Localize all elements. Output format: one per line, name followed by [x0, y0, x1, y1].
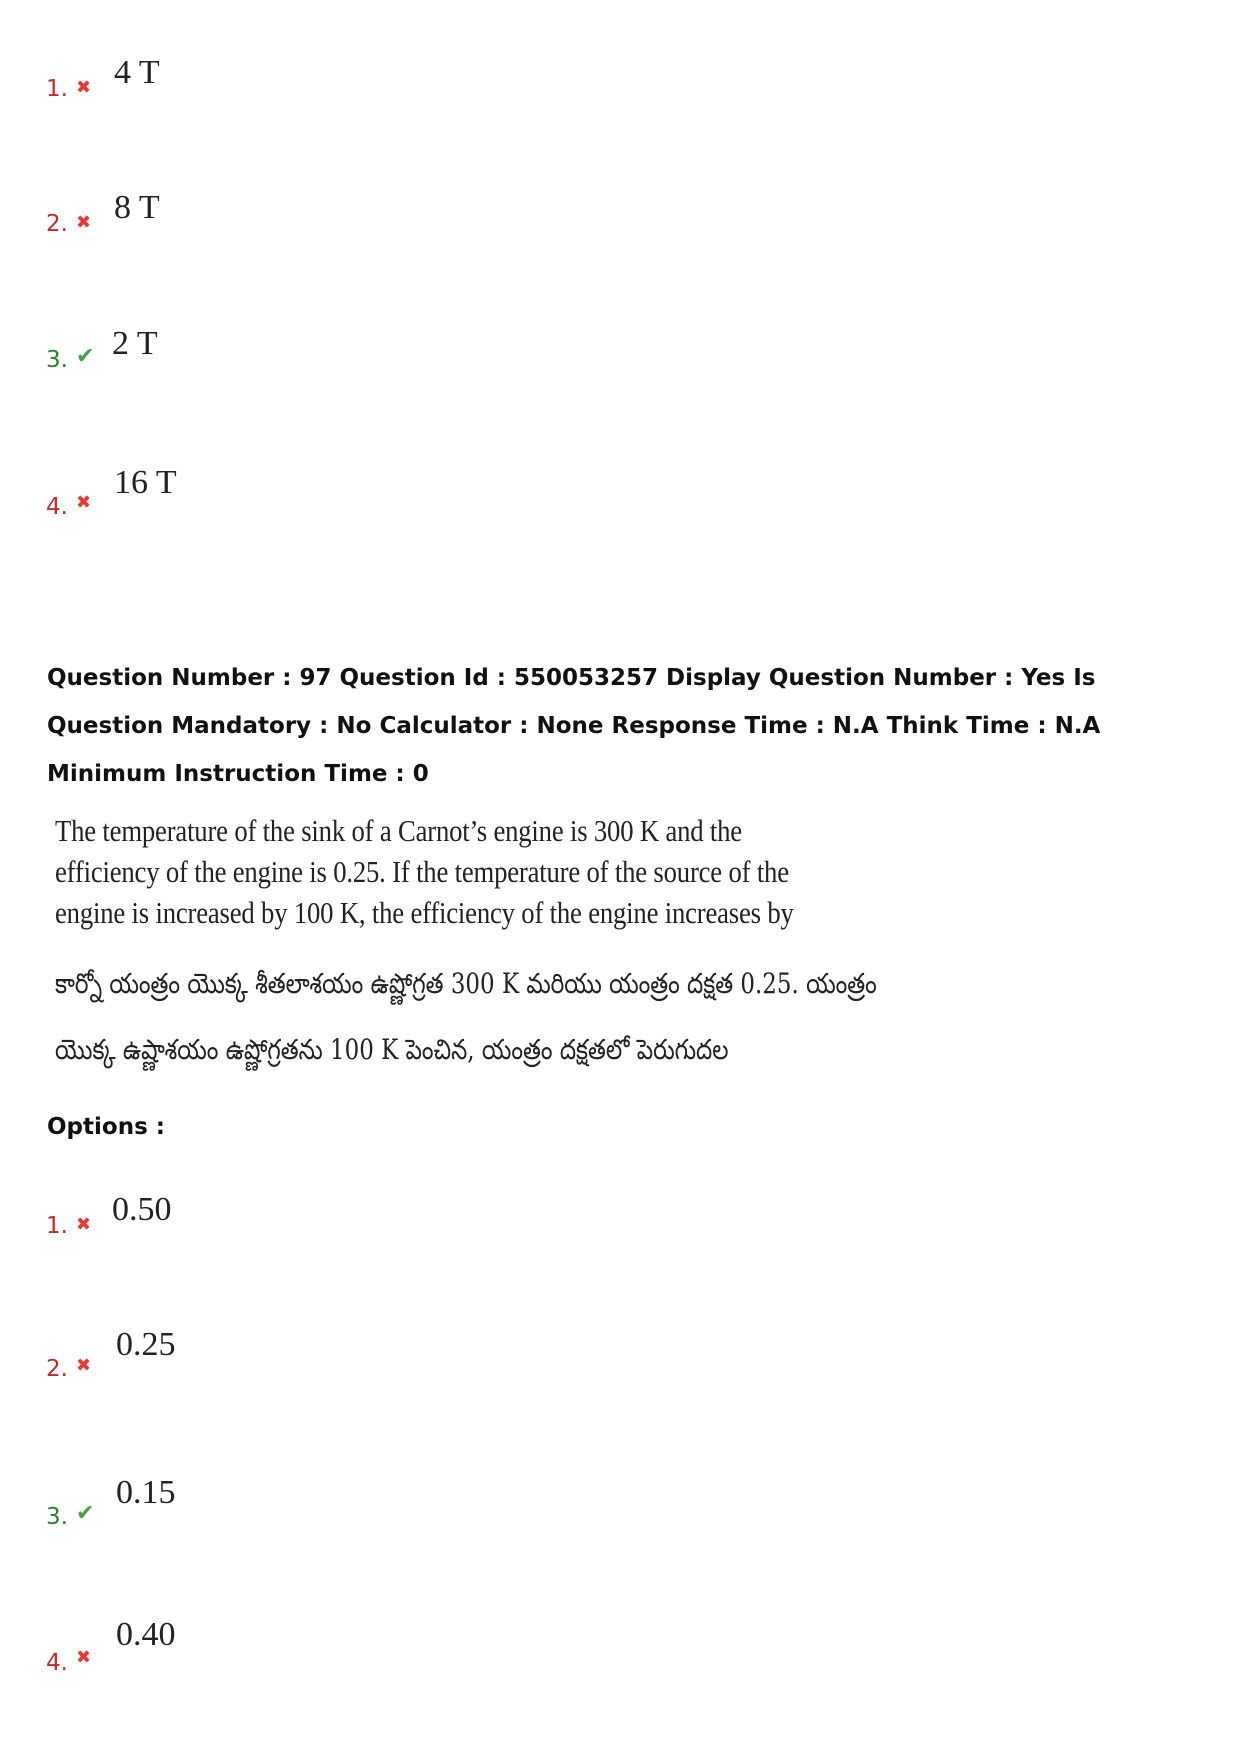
option-value: 2 T: [112, 325, 158, 362]
check-icon: ✔: [76, 344, 95, 369]
option-value: 8 T: [114, 189, 160, 226]
question-meta: Question Number : 97 Question Id : 550053257 Display Question Number : Yes Is Question Mandatory : No Calculator : None Response Time : N.A Think Time : N.A Minimum Instruction Time : 0: [47, 665, 1101, 787]
option-number: 3.: [46, 347, 68, 373]
option-4: [46, 1616, 446, 1694]
previous-option-1: [46, 54, 446, 120]
option-number: 4.: [46, 494, 68, 520]
option-value: 16 T: [114, 464, 177, 501]
option-number: 2.: [46, 1356, 68, 1382]
option-number: 2.: [46, 211, 68, 237]
option-value: 4 T: [114, 54, 160, 91]
option-number: 1.: [46, 1213, 68, 1239]
option-number: 3.: [46, 1504, 68, 1530]
question-text-telugu-line-2: యొక్క ఉష్ణాశయం ఉష్ణోగ్రతను 100 K పెంచిన, యంత్రం దక్షతలో పెరుగుదల: [55, 1033, 729, 1066]
cross-icon: ✖: [76, 212, 92, 233]
option-value: 0.15: [116, 1474, 176, 1511]
option-2: [46, 1326, 446, 1400]
option-number: 1.: [46, 76, 68, 102]
cross-icon: ✖: [76, 1647, 92, 1668]
previous-option-3: [46, 325, 446, 391]
option-number: 4.: [46, 1650, 68, 1676]
question-text-english: The temperature of the sink of a Carnot’s engine is 300 K and the efficiency of the engine is 0.25. If the temperature of the source of the engine is increased by 100 K, the efficiency of the engine increases by: [55, 813, 794, 930]
cross-icon: ✖: [76, 77, 92, 98]
option-value: 0.50: [112, 1191, 172, 1228]
cross-icon: ✖: [76, 492, 92, 513]
option-3: [46, 1474, 446, 1548]
cross-icon: ✖: [76, 1214, 92, 1235]
previous-option-4: [46, 464, 446, 538]
options-heading: Options :: [47, 1114, 165, 1140]
cross-icon: ✖: [76, 1355, 92, 1376]
question-text-telugu-line-1: కార్నో యంత్రం యొక్క శీతలాశయం ఉష్ణోగ్రత 300 K మరియు యంత్రం దక్షత 0.25. యంత్రం: [55, 967, 877, 1000]
option-value: 0.40: [116, 1616, 176, 1653]
option-1: [46, 1191, 446, 1257]
check-icon: ✔: [76, 1501, 95, 1526]
previous-option-2: [46, 189, 446, 255]
option-value: 0.25: [116, 1326, 176, 1363]
